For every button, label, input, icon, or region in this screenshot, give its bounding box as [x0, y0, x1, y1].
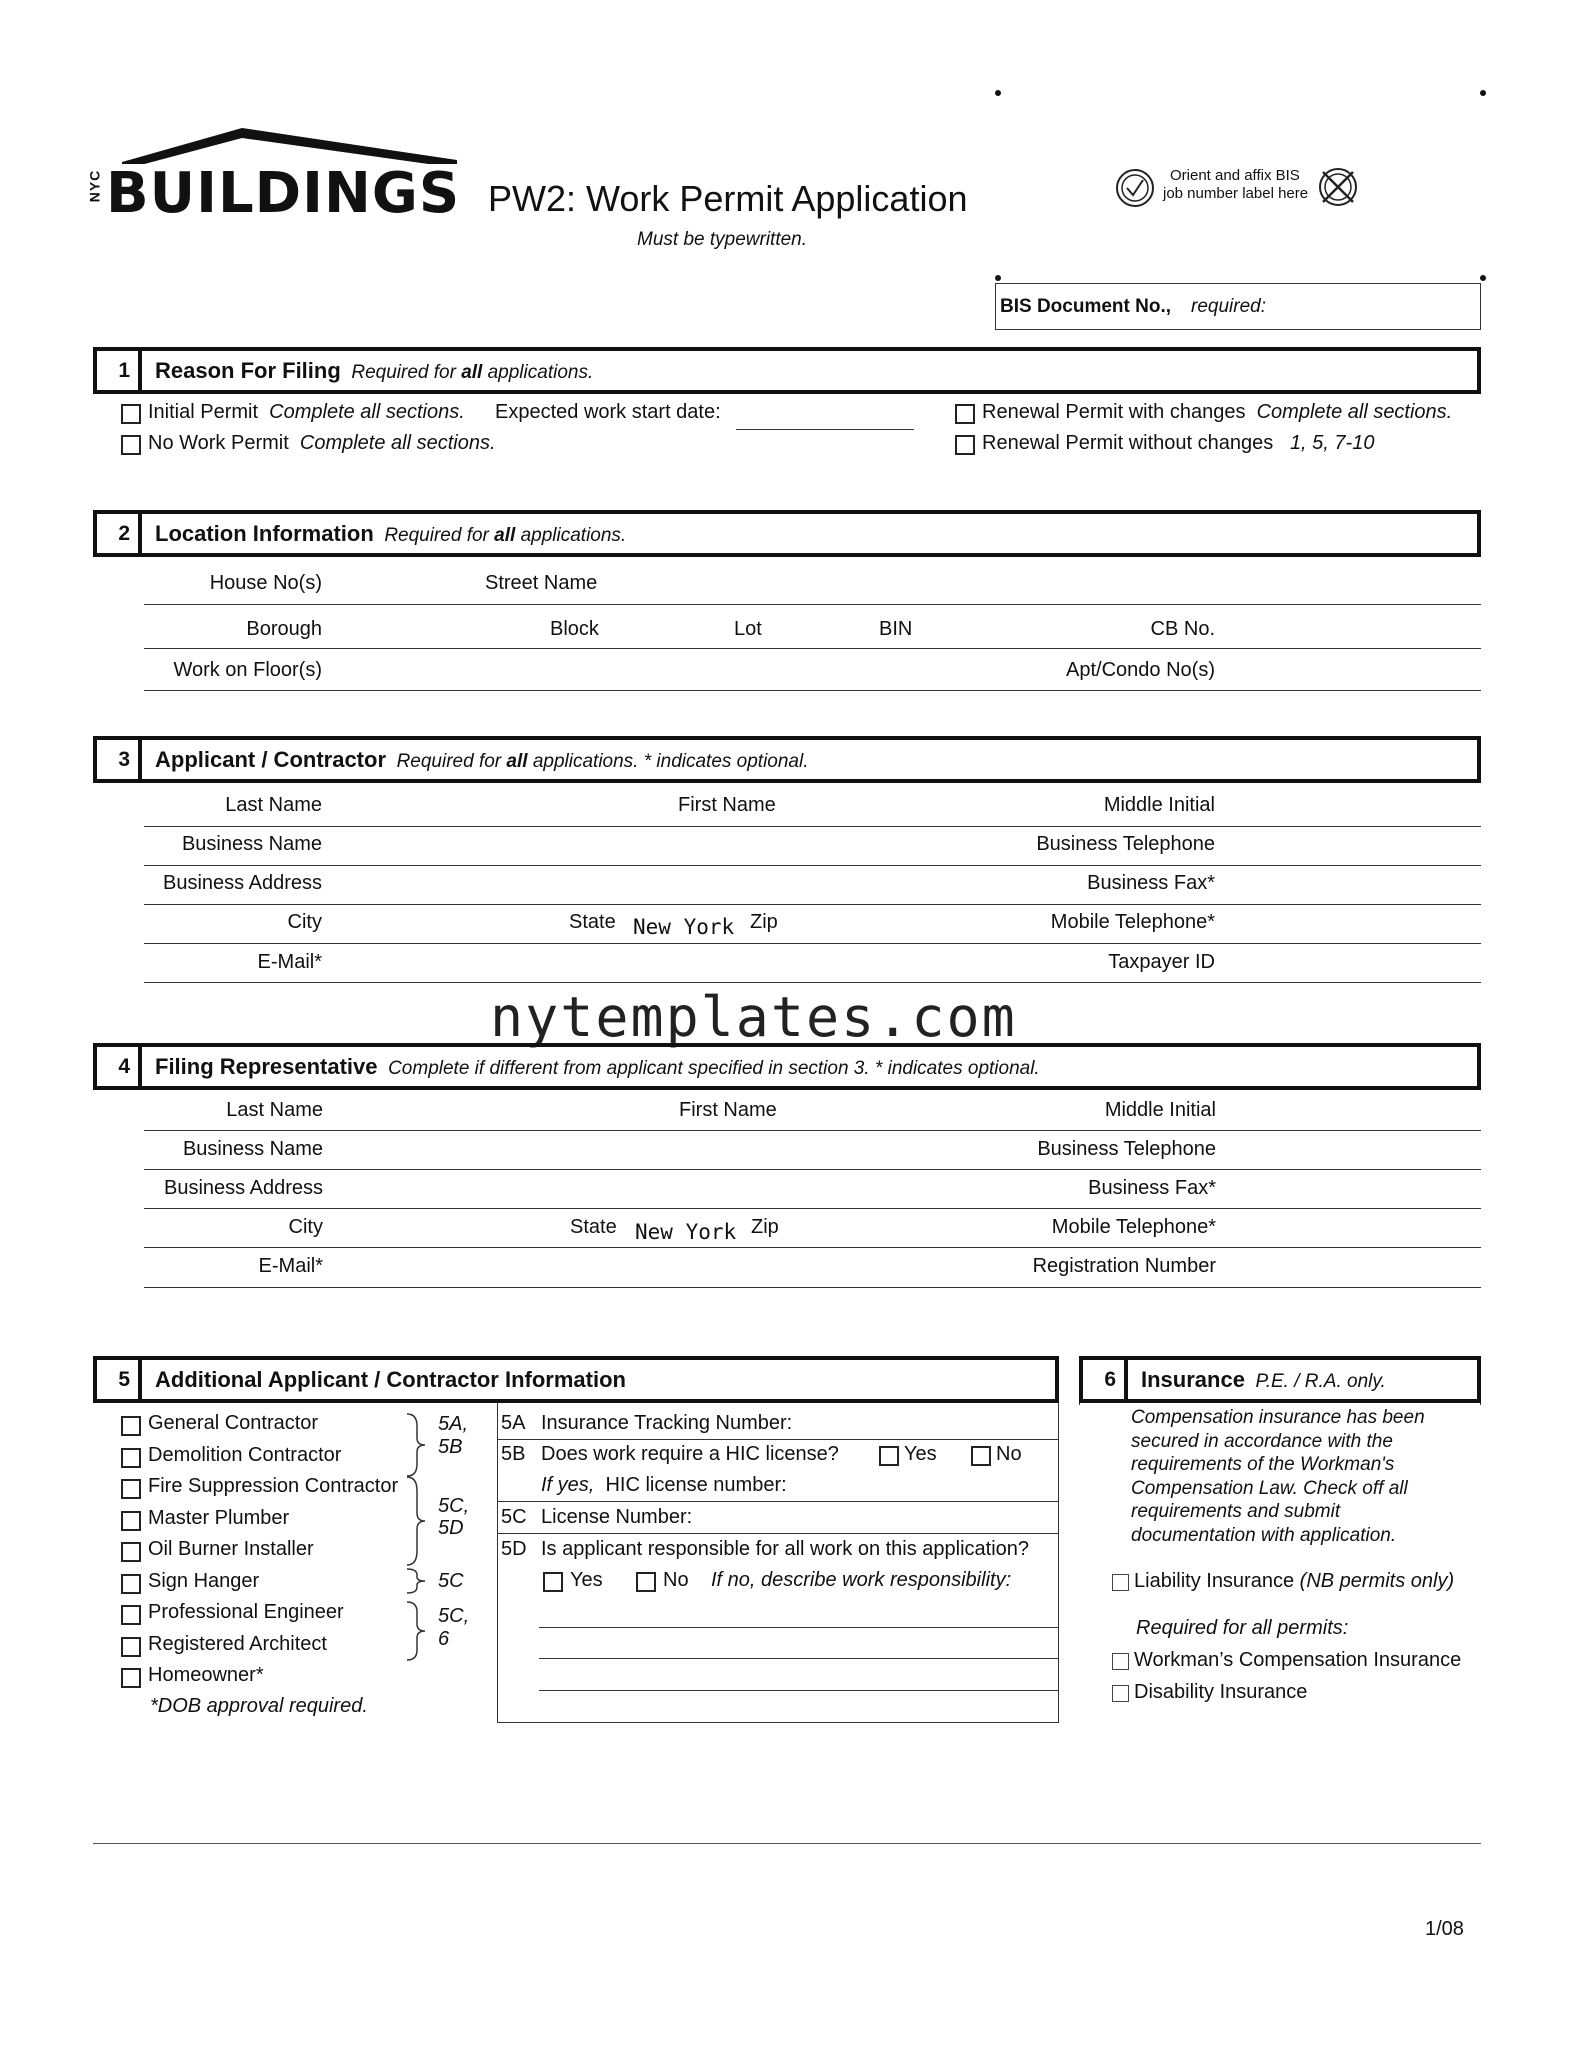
version-label: 1/08 — [1425, 1918, 1464, 1940]
no-work-permit-label: No Work Permit — [148, 432, 289, 454]
section-req: Required for — [351, 362, 462, 383]
section-req-all: all — [494, 525, 516, 546]
q5b-number: 5B — [501, 1443, 526, 1465]
first-name-label: First Name — [678, 794, 776, 816]
borough-field[interactable] — [144, 648, 1481, 649]
business-fax-label: Business Fax* — [1088, 1177, 1216, 1199]
contractor-type-checkbox[interactable] — [121, 1605, 141, 1625]
registration-dot — [1480, 275, 1486, 281]
brace-icon — [405, 1412, 427, 1478]
section-title: Reason For Filing — [155, 358, 341, 383]
hic-ifyes-label: If yes, — [541, 1474, 595, 1496]
business-address-field[interactable] — [144, 1208, 1481, 1209]
contractor-type-label: General Contractor — [148, 1412, 319, 1434]
section-number: 6 — [1083, 1360, 1128, 1399]
section-req: Required for — [396, 751, 507, 772]
house-label: House No(s) — [209, 572, 322, 594]
city-label: City — [287, 911, 322, 933]
zip-label: Zip — [750, 911, 778, 933]
brace-label: 5C — [438, 1570, 464, 1592]
contractor-type-checkbox[interactable] — [121, 1448, 141, 1468]
insurance-description-line: Compensation insurance has been — [1131, 1407, 1425, 1428]
dob-note: *DOB approval required. — [150, 1695, 368, 1717]
section-5-header — [93, 1356, 1059, 1403]
last-name-label: Last Name — [225, 794, 322, 816]
q5d-label: Is applicant responsible for all work on this application? — [541, 1538, 1030, 1560]
responsible-no-checkbox[interactable] — [636, 1572, 656, 1592]
q5a-label: Insurance Tracking Number: — [541, 1412, 793, 1434]
footer-rule — [93, 1843, 1481, 1844]
hic-no-label: No — [996, 1443, 1022, 1465]
bis-document-field[interactable] — [995, 283, 1481, 330]
contractor-type-label: Fire Suppression Contractor — [148, 1475, 399, 1497]
taxpayer-id-label: Taxpayer ID — [1108, 951, 1215, 973]
responsibility-line[interactable] — [539, 1627, 1059, 1628]
email-field[interactable] — [144, 982, 1481, 983]
section-6-box — [1079, 1403, 1481, 1405]
brace-label: 5D — [438, 1517, 464, 1539]
email-field[interactable] — [144, 1287, 1481, 1288]
contractor-type-label: Sign Hanger — [148, 1569, 260, 1592]
renewal-with-changes-note: Complete all sections. — [1256, 401, 1453, 423]
business-name-label: Business Name — [182, 1138, 323, 1160]
business-name-field[interactable] — [144, 1169, 1481, 1170]
contractor-type-label: Homeowner* — [148, 1664, 264, 1686]
bin-label: BIN — [879, 618, 913, 640]
x-circle-icon — [1317, 166, 1359, 214]
email-label: E-Mail* — [258, 1255, 323, 1277]
insurance-description-line: secured in accordance with the — [1131, 1430, 1393, 1452]
renewal-with-changes-checkbox[interactable] — [955, 404, 975, 424]
q5d-number: 5D — [501, 1538, 527, 1560]
renewal-without-changes-note: 1, 5, 7-10 — [1289, 432, 1375, 454]
business-name-label: Business Name — [181, 833, 322, 855]
block-label: Block — [550, 618, 599, 640]
bis-label-line2: job number label here — [1163, 185, 1309, 202]
street-label: Street Name — [485, 572, 598, 594]
business-address-field[interactable] — [144, 904, 1481, 905]
registration-number-label: Registration Number — [1032, 1255, 1216, 1277]
floor-label: Work on Floor(s) — [173, 659, 322, 681]
start-date-field[interactable] — [736, 429, 914, 430]
section-number: 5 — [97, 1360, 142, 1399]
section-2-header — [93, 510, 1481, 557]
middle-initial-label: Middle Initial — [1103, 794, 1215, 816]
address-field[interactable] — [144, 604, 1481, 605]
contractor-type-checkbox[interactable] — [121, 1668, 141, 1688]
section-number: 1 — [97, 351, 142, 390]
business-address-label: Business Address — [163, 872, 322, 894]
bis-label-line1: Orient and affix BIS — [1170, 167, 1300, 184]
hic-yes-label: Yes — [904, 1443, 937, 1465]
state-value: New York — [633, 915, 735, 939]
hic-number-label: HIC license number: — [605, 1474, 787, 1496]
city-field[interactable] — [144, 943, 1481, 944]
q5c-number: 5C — [501, 1506, 527, 1528]
section-number: 3 — [97, 740, 142, 779]
insurance-description-line: documentation with application. — [1131, 1524, 1397, 1546]
liability-note: (NB permits only) — [1299, 1570, 1455, 1592]
brace-icon — [405, 1600, 427, 1662]
renewal-without-changes-checkbox[interactable] — [955, 435, 975, 455]
name-field[interactable] — [144, 1130, 1481, 1131]
liability-checkbox[interactable] — [1112, 1574, 1129, 1591]
city-field[interactable] — [144, 1247, 1481, 1248]
registration-dot — [995, 90, 1001, 96]
responsibility-line[interactable] — [539, 1690, 1059, 1691]
business-fax-label: Business Fax* — [1087, 872, 1215, 894]
section-title: Filing Representative — [155, 1054, 378, 1079]
hic-yes-checkbox[interactable] — [879, 1446, 899, 1466]
nyc-buildings-logo — [86, 124, 462, 226]
registration-dot — [1480, 90, 1486, 96]
hic-number-field[interactable] — [497, 1501, 1059, 1502]
brace-label: 5C, — [438, 1495, 470, 1517]
responsibility-line[interactable] — [539, 1658, 1059, 1659]
contractor-type-label: Master Plumber — [148, 1506, 290, 1529]
page-title: PW2: Work Permit Application — [488, 178, 968, 219]
first-name-label: First Name — [679, 1099, 777, 1121]
contractor-type-label: Demolition Contractor — [148, 1443, 342, 1466]
state-label: State — [569, 911, 616, 933]
lot-label: Lot — [734, 618, 762, 640]
email-label: E-Mail* — [257, 951, 322, 973]
brace-icon — [405, 1475, 427, 1567]
bis-doc-required: required: — [1191, 296, 1266, 317]
brace-label: 5C, — [438, 1605, 470, 1627]
roof-icon — [92, 124, 462, 164]
last-name-label: Last Name — [226, 1099, 323, 1121]
contractor-type-label: Oil Burner Installer — [148, 1538, 314, 1560]
section-3-header — [93, 736, 1481, 783]
liability-label: Liability Insurance — [1134, 1570, 1295, 1592]
zip-label: Zip — [751, 1216, 779, 1238]
workman-label: Workman’s Compensation Insurance — [1134, 1649, 1462, 1671]
middle-initial-label: Middle Initial — [1104, 1099, 1216, 1121]
section-req-all: all — [506, 751, 528, 772]
initial-permit-checkbox[interactable] — [121, 404, 141, 424]
watermark: nytemplates.com — [490, 985, 1017, 1049]
logo-nyc: NYC — [86, 169, 103, 203]
license-number-field[interactable] — [497, 1533, 1059, 1534]
workman-checkbox[interactable] — [1112, 1653, 1129, 1670]
hic-no-checkbox[interactable] — [971, 1446, 991, 1466]
no-work-permit-checkbox[interactable] — [121, 435, 141, 455]
section-number: 4 — [97, 1047, 142, 1086]
mobile-telephone-label: Mobile Telephone* — [1050, 911, 1215, 933]
state-value: New York — [635, 1220, 737, 1244]
borough-label: Borough — [246, 618, 322, 640]
registration-dot — [995, 275, 1001, 281]
section-title: Applicant / Contractor — [155, 747, 387, 772]
responsible-yes-label: Yes — [570, 1569, 603, 1591]
business-address-label: Business Address — [164, 1177, 323, 1199]
section-sub: P.E. / R.A. only. — [1255, 1371, 1386, 1392]
mobile-telephone-label: Mobile Telephone* — [1051, 1216, 1216, 1238]
responsible-yes-checkbox[interactable] — [543, 1572, 563, 1592]
responsibility-prompt: If no, describe work responsibility: — [711, 1569, 1012, 1591]
section-req-post: applications. — [515, 525, 627, 546]
disability-label: Disability Insurance — [1134, 1681, 1308, 1703]
section-title: Location Information — [155, 521, 374, 546]
page-subtitle: Must be typewritten. — [637, 229, 808, 250]
insurance-description-line: requirements of the Workman's — [1131, 1454, 1395, 1475]
section-req-post: applications. — [482, 362, 594, 383]
section-req: Complete if different from applicant specified in section 3. * indicates optional. — [388, 1058, 1040, 1079]
brace-label: 6 — [438, 1628, 450, 1650]
state-label: State — [570, 1216, 617, 1238]
contractor-type-checkbox[interactable] — [121, 1416, 141, 1436]
brace-label: 5A, — [438, 1413, 469, 1435]
required-label: Required for all permits: — [1136, 1617, 1349, 1639]
contractor-type-label: Registered Architect — [148, 1632, 327, 1655]
renewal-without-changes-label: Renewal Permit without changes — [982, 432, 1274, 454]
q5c-label: License Number: — [541, 1506, 693, 1528]
section-title: Insurance — [1141, 1367, 1245, 1392]
disability-checkbox[interactable] — [1112, 1685, 1129, 1702]
section-req-all: all — [461, 362, 483, 383]
contractor-type-checkbox[interactable] — [121, 1511, 141, 1531]
insurance-tracking-field[interactable] — [497, 1439, 1059, 1440]
contractor-type-checkbox[interactable] — [121, 1574, 141, 1594]
section-6-header — [1079, 1356, 1481, 1403]
section-req-post: applications. * indicates optional. — [527, 751, 809, 772]
q5a-number: 5A — [501, 1412, 526, 1434]
section-1-header — [93, 347, 1481, 394]
section-4-header — [93, 1043, 1481, 1090]
apt-label: Apt/Condo No(s) — [1066, 659, 1215, 681]
section-req: Required for — [384, 525, 495, 546]
brace-label: 5B — [438, 1436, 463, 1458]
initial-permit-label: Initial Permit — [148, 401, 259, 423]
section-number: 2 — [97, 514, 142, 553]
section-title: Additional Applicant / Contractor Information — [155, 1367, 626, 1392]
name-field[interactable] — [144, 826, 1481, 827]
no-work-permit-note: Complete all sections. — [299, 432, 496, 454]
insurance-description — [1131, 1406, 1425, 1547]
insurance-description-line: requirements and submit — [1131, 1501, 1341, 1522]
contractor-type-checkbox[interactable] — [121, 1542, 141, 1562]
contractor-type-checkbox[interactable] — [121, 1479, 141, 1499]
contractor-type-checkbox[interactable] — [121, 1637, 141, 1657]
responsible-no-label: No — [663, 1569, 689, 1591]
business-name-field[interactable] — [144, 865, 1481, 866]
business-telephone-label: Business Telephone — [1036, 833, 1215, 855]
city-label: City — [288, 1216, 323, 1238]
start-date-label: Expected work start date: — [495, 401, 721, 423]
initial-permit-note: Complete all sections. — [269, 401, 465, 423]
cb-label: CB No. — [1150, 618, 1215, 640]
business-telephone-label: Business Telephone — [1037, 1138, 1216, 1160]
contractor-type-label: Professional Engineer — [148, 1601, 344, 1623]
q5b-label: Does work require a HIC license? — [541, 1443, 839, 1465]
checkmark-icon — [1115, 168, 1155, 214]
insurance-description-line: Compensation Law. Check off all — [1131, 1477, 1408, 1499]
floor-field[interactable] — [144, 690, 1481, 691]
renewal-with-changes-label: Renewal Permit with changes — [982, 401, 1246, 423]
brace-icon — [405, 1567, 427, 1595]
logo-text: BUILDINGS — [106, 161, 461, 226]
bis-doc-label: BIS Document No., — [1000, 296, 1172, 317]
